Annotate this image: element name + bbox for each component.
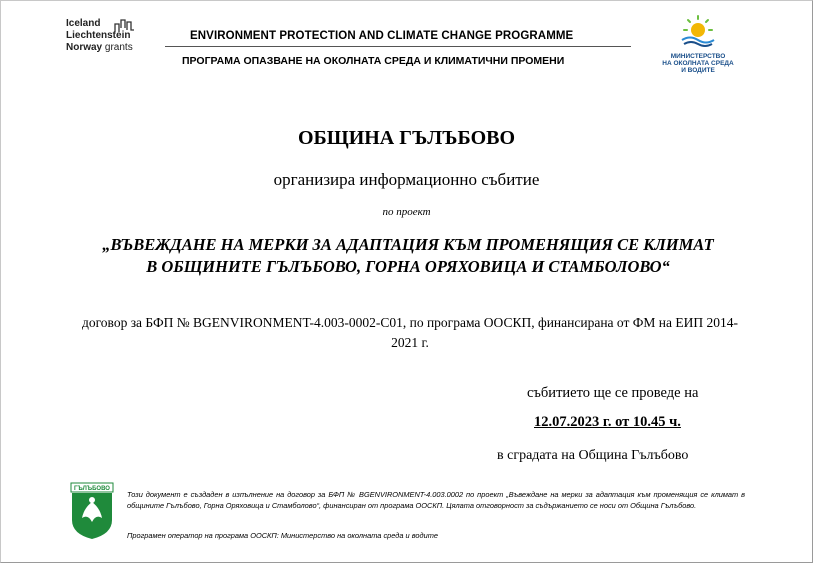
page-subtitle: организира информационно събитие [273,170,540,189]
by-project-label: по проект [382,206,431,218]
crest-shield-icon [70,482,114,540]
ministry-name-line3: И ВОДИТЕ [681,67,715,74]
ministry-name-line2: НА ОКОЛНАТА СРЕДА [662,60,734,67]
contract-text: договор за БФП № BGENVIRONMENT-4.003-0002-C01, по програма ООСКП, финансирана от ФМ на ЕИП 2014-2021 г. [81,315,739,350]
ministry-name-line1: МИНИСТЕРСТВО [670,53,726,60]
eea-grants-logo [66,18,146,68]
ministry-emblem-icon [678,14,718,48]
logo-line-liechtenstein: Liechtenstein [66,30,131,41]
header-divider [165,46,631,47]
footer-operator: Програмен оператор на програма ООСКП: Министерство на околната среда и водите [127,531,438,540]
project-title: „ВЪВЕЖДАНЕ НА МЕРКИ ЗА АДАПТАЦИЯ КЪМ ПРОМЕНЯЩИЯ СЕ КЛИМАТ В ОБЩИНИТЕ ГЪЛЪБОВО, ГОРНА ОРЯХОВИЦА И СТАМБОЛОВО“ [102,235,714,276]
logo-line-norway: Norway grants [66,42,133,53]
eea-grants-icon [114,18,136,44]
programme-name-en: ENVIRONMENT PROTECTION AND CLIMATE CHANGE PROGRAMME [190,30,574,42]
crest-label: ГЪЛЪБОВО [74,486,110,492]
event-place: в сградата на Община Гълъбово [497,448,689,463]
page-title: ОБЩИНА ГЪЛЪБОВО [297,127,516,149]
logo-line-iceland: Iceland [66,18,101,29]
event-datetime: 12.07.2023 г. от 10.45 ч. [534,414,681,430]
event-intro: събитието ще се проведе на [527,385,699,401]
ministry-logo [662,14,734,74]
footer-disclaimer: Този документ е създаден в изпълнение на договор за БФП № BGENVIRONMENT-4.003.0002 по проект „Въвеждане на мерки за адаптация към променящия се климат в общините Гълъбово, Горна Оряховица и Стамболово“, финансиран от програма ООСКП. Цялата отговорност за съдържанието се носи от Община Гълъбово. [127,490,745,510]
galabovo-crest [70,482,114,540]
programme-name-bg: ПРОГРАМА ОПАЗВАНЕ НА ОКОЛНАТА СРЕДА И КЛИМАТИЧНИ ПРОМЕНИ [182,55,565,67]
